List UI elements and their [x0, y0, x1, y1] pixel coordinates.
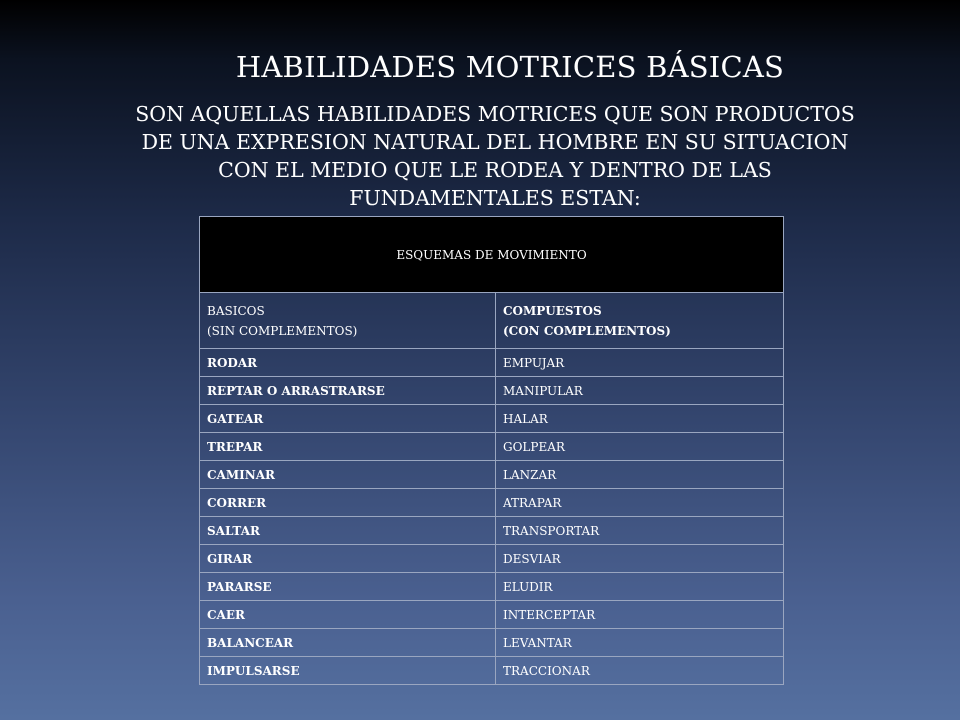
basic-skill-cell: CAMINAR: [200, 461, 496, 489]
description-line: FUNDAMENTALES ESTAN:: [349, 186, 641, 210]
table-header-row: [200, 217, 784, 293]
basic-skill-cell: PARARSE: [200, 573, 496, 601]
basic-skill-cell: GATEAR: [200, 405, 496, 433]
compound-skill-cell: DESVIAR: [496, 545, 784, 573]
table-row: [200, 573, 784, 601]
table-row: [200, 405, 784, 433]
basic-skill-cell: GIRAR: [200, 545, 496, 573]
table-row: [200, 349, 784, 377]
table-row: [200, 629, 784, 657]
basic-column-heading: [200, 293, 496, 349]
table-row: [200, 489, 784, 517]
compound-skill-cell: LEVANTAR: [496, 629, 784, 657]
basic-column-title: BASICOS: [207, 303, 265, 318]
compound-column-heading: [496, 293, 784, 349]
description-line: CON EL MEDIO QUE LE RODEA Y DENTRO DE LAS: [218, 158, 772, 182]
compound-skill-cell: TRACCIONAR: [496, 657, 784, 685]
table-row: [200, 601, 784, 629]
description-line: DE UNA EXPRESION NATURAL DEL HOMBRE EN SU SITUACION: [141, 130, 849, 154]
compound-skill-cell: LANZAR: [496, 461, 784, 489]
compound-skill-cell: HALAR: [496, 405, 784, 433]
table-header: ESQUEMAS DE MOVIMIENTO: [200, 217, 784, 293]
compound-column-subtitle: (CON COMPLEMENTOS): [503, 323, 671, 338]
compound-skill-cell: EMPUJAR: [496, 349, 784, 377]
basic-skill-cell: CORRER: [200, 489, 496, 517]
compound-skill-cell: INTERCEPTAR: [496, 601, 784, 629]
description-line: SON AQUELLAS HABILIDADES MOTRICES QUE SON PRODUCTOS: [135, 102, 855, 126]
compound-skill-cell: MANIPULAR: [496, 377, 784, 405]
compound-skill-cell: ATRAPAR: [496, 489, 784, 517]
column-headings-row: [200, 293, 784, 349]
table-row: [200, 517, 784, 545]
basic-column-subtitle: (SIN COMPLEMENTOS): [207, 323, 358, 338]
compound-skill-cell: TRANSPORTAR: [496, 517, 784, 545]
compound-column-title: COMPUESTOS: [503, 303, 602, 318]
table-row: [200, 545, 784, 573]
table-row: [200, 433, 784, 461]
slide-title: HABILIDADES MOTRICES BÁSICAS: [235, 50, 785, 84]
basic-skill-cell: REPTAR O ARRASTRARSE: [200, 377, 496, 405]
table-row: [200, 657, 784, 685]
basic-skill-cell: IMPULSARSE: [200, 657, 496, 685]
basic-skill-cell: SALTAR: [200, 517, 496, 545]
basic-skill-cell: BALANCEAR: [200, 629, 496, 657]
compound-skill-cell: GOLPEAR: [496, 433, 784, 461]
table-row: [200, 377, 784, 405]
slide-description: [130, 100, 860, 212]
compound-skill-cell: ELUDIR: [496, 573, 784, 601]
movement-schemes-table: [199, 216, 784, 685]
basic-skill-cell: RODAR: [200, 349, 496, 377]
table-row: [200, 461, 784, 489]
basic-skill-cell: TREPAR: [200, 433, 496, 461]
basic-skill-cell: CAER: [200, 601, 496, 629]
